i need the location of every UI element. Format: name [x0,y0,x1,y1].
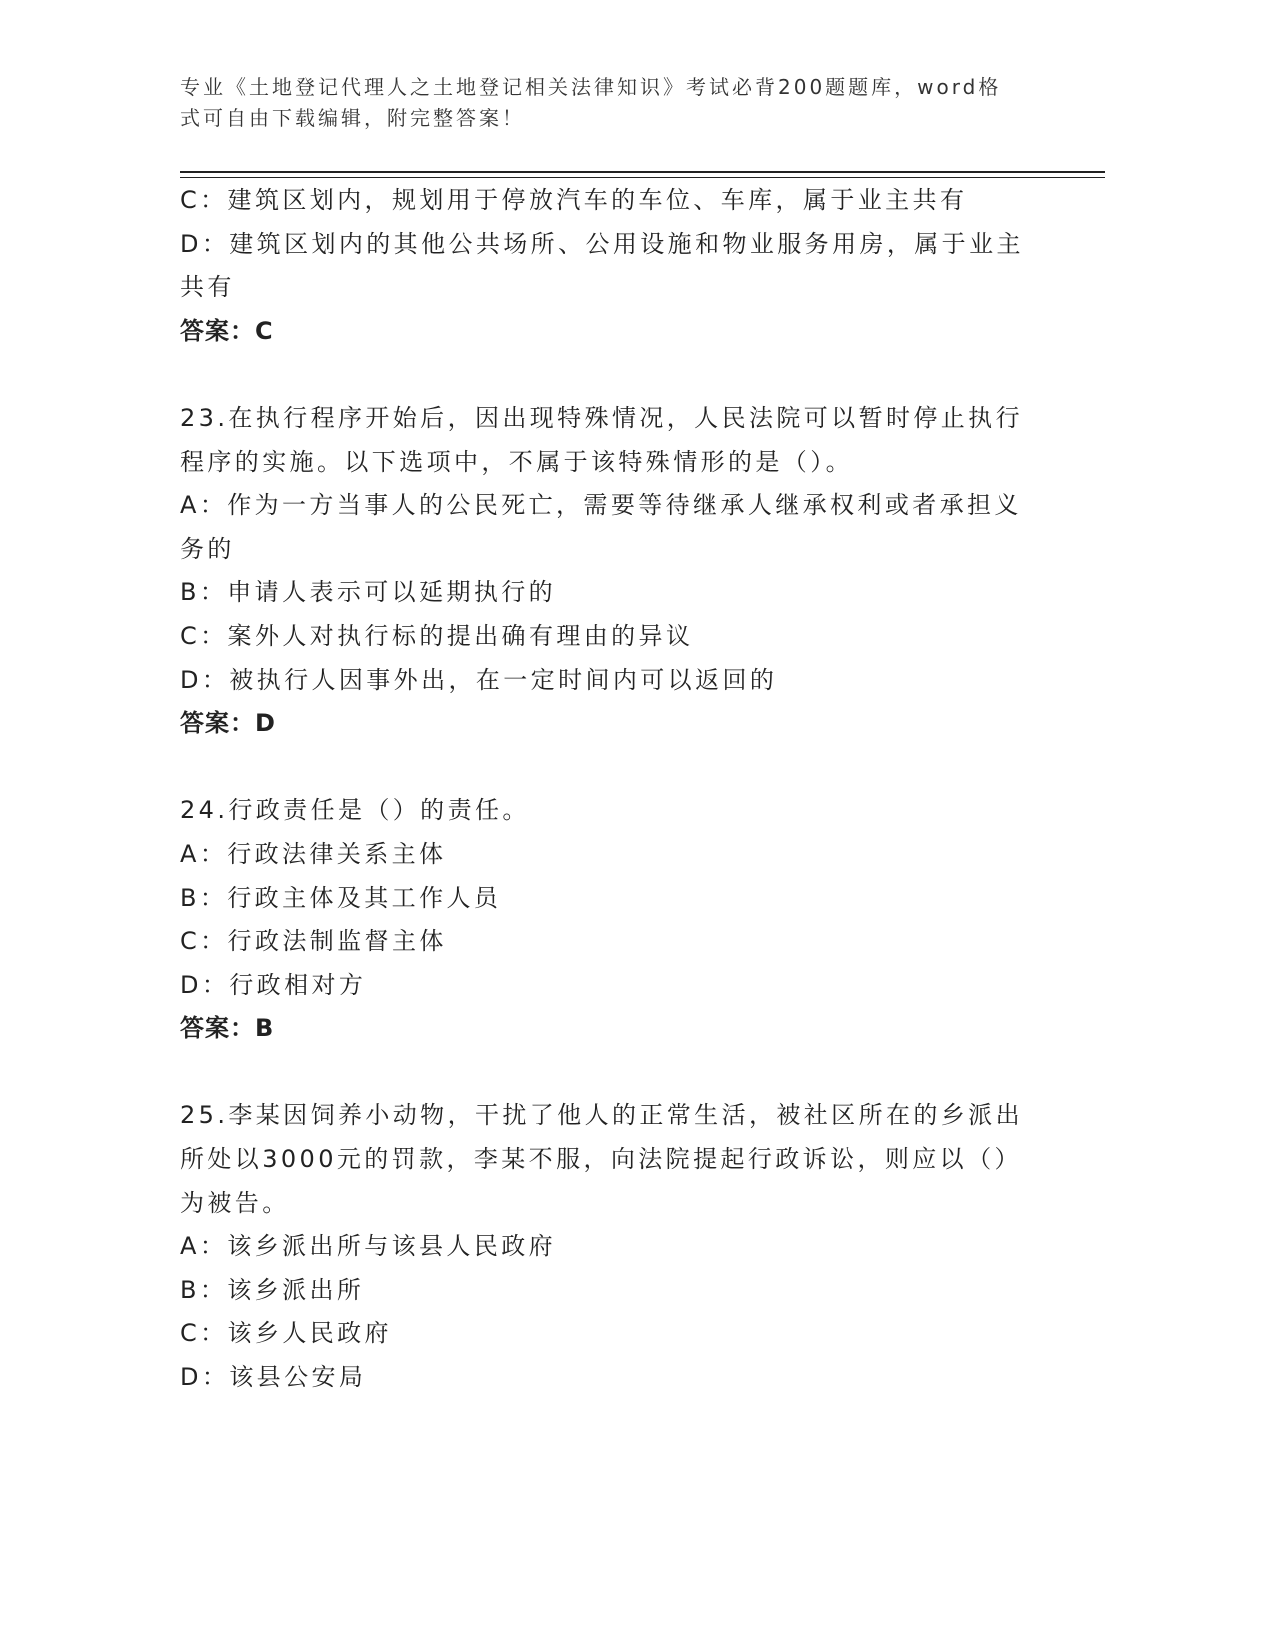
question-text: 24.行政责任是（）的责任。 [180,796,530,825]
option-a: A：行政法律关系主体 [180,839,447,868]
question-text: 25.李某因饲养小动物，干扰了他人的正常生活，被社区所在的乡派出 [180,1101,1023,1130]
question-24 [180,789,1060,1051]
option-d: D：该县公安局 [180,1363,367,1392]
document-body [180,179,1060,1400]
header-line: 式可自由下载编辑，附完整答案！ [180,106,525,130]
question-text: 程序的实施。以下选项中，不属于该特殊情形的是（）。 [180,447,853,476]
option-d: D：被执行人因事外出，在一定时间内可以返回的 [180,665,778,694]
answer: 答案：B [180,1014,275,1043]
option-b: B：该乡派出所 [180,1275,365,1304]
option-d: D：建筑区划内的其他公共场所、公用设施和物业服务用房，属于业主 [180,229,1024,258]
answer: 答案：D [180,709,276,738]
option-c: C：建筑区划内，规划用于停放汽车的车位、车库，属于业主共有 [180,186,968,214]
option-c: C：案外人对执行标的提出确有理由的异议 [180,621,694,650]
answer: 答案：C [180,316,274,345]
option-a-cont: 务的 [180,534,235,563]
document-header [180,72,1040,134]
question-25 [180,1094,1060,1399]
question-text: 为被告。 [180,1188,290,1217]
question-22-continued [180,179,1060,353]
question-23 [180,397,1060,746]
header-line: 专业《土地登记代理人之土地登记相关法律知识》考试必背200题题库，word格 [180,75,1002,99]
question-text: 所处以3000元的罚款，李某不服，向法院提起行政诉讼，则应以（） [180,1145,1022,1174]
option-c: C：行政法制监督主体 [180,927,447,956]
header-divider-thin [180,177,1105,178]
option-d-cont: 共有 [180,273,235,302]
option-b: B：行政主体及其工作人员 [180,883,502,912]
option-b: B：申请人表示可以延期执行的 [180,578,557,607]
option-d: D：行政相对方 [180,970,367,999]
option-a: A：作为一方当事人的公民死亡，需要等待继承人继承权利或者承担义 [180,491,1022,520]
option-a: A：该乡派出所与该县人民政府 [180,1232,557,1261]
header-divider-thick [180,171,1105,173]
option-c: C：该乡人民政府 [180,1319,392,1348]
question-text: 23.在执行程序开始后，因出现特殊情况，人民法院可以暂时停止执行 [180,403,1023,432]
